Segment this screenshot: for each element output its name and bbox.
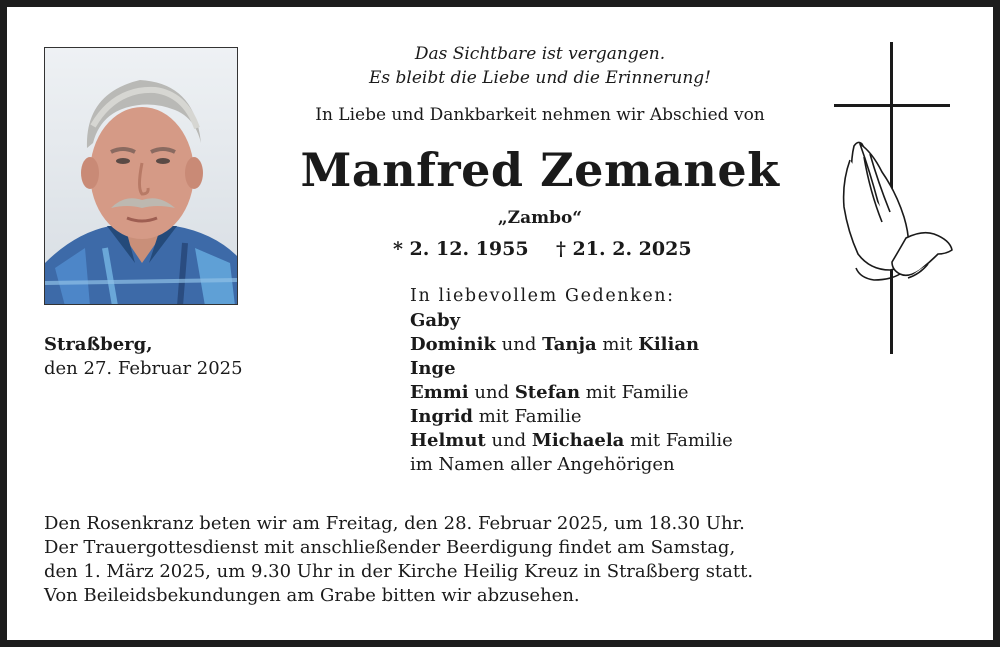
birth-date: * 2. 12. 1955 <box>393 238 529 260</box>
death-date: † 21. 2. 2025 <box>556 238 692 260</box>
mourner-line <box>410 381 689 405</box>
place-town: Straßberg, <box>44 334 153 355</box>
mourner-name: Emmi <box>410 382 469 403</box>
place-date-block <box>44 333 243 381</box>
connector-text: mit Familie <box>580 382 689 403</box>
mourner-name: Gaby <box>410 310 461 331</box>
connector-text: und <box>495 334 543 355</box>
service-info-line: Der Trauergottesdienst mit anschließender Beerdigung findet am Samstag, <box>44 537 736 558</box>
praying-hands-icon <box>844 142 952 280</box>
cross-icon <box>830 42 955 357</box>
deceased-nickname: „Zambo“ <box>497 208 583 228</box>
mourner-line <box>410 405 582 429</box>
service-info-line: den 1. März 2025, um 9.30 Uhr in der Kirche Heilig Kreuz in Straßberg statt. <box>44 561 754 582</box>
service-info <box>44 512 753 608</box>
mourner-line <box>410 429 733 453</box>
connector-text: im Namen aller Angehörigen <box>410 454 675 475</box>
mourner-name: Tanja <box>542 334 597 355</box>
notice-date: den 27. Februar 2025 <box>44 358 243 379</box>
deceased-name: Manfred Zemanek <box>300 143 780 197</box>
intro-text: In Liebe und Dankbarkeit nehmen wir Abschied von <box>315 105 765 125</box>
connector-text: mit <box>596 334 639 355</box>
connector-text: und <box>468 382 515 403</box>
mourner-name: Dominik <box>410 334 496 355</box>
mourner-line <box>410 333 699 357</box>
mourner-name: Helmut <box>410 430 486 451</box>
mourner-line <box>410 309 460 333</box>
mourner-name: Ingrid <box>410 406 473 427</box>
mourner-line <box>410 453 675 477</box>
mourner-name: Stefan <box>514 382 581 403</box>
service-info-line: Den Rosenkranz beten wir am Freitag, den 28. Februar 2025, um 18.30 Uhr. <box>44 513 745 534</box>
connector-text: mit Familie <box>624 430 733 451</box>
portrait-photo <box>44 47 238 305</box>
mourner-line <box>410 357 456 381</box>
mourner-name: Inge <box>410 358 456 379</box>
service-info-line: Von Beileidsbekundungen am Grabe bitten wir abzusehen. <box>44 585 580 606</box>
verse-line-2: Es bleibt die Liebe und die Erinnerung! <box>368 68 712 88</box>
connector-text: und <box>485 430 532 451</box>
mourner-name: Kilian <box>638 334 700 355</box>
verse-line-1: Das Sichtbare ist vergangen. <box>414 44 666 64</box>
mourners-heading: In liebevollem Gedenken: <box>410 286 675 306</box>
mourner-name: Michaela <box>531 430 625 451</box>
connector-text: mit Familie <box>473 406 582 427</box>
